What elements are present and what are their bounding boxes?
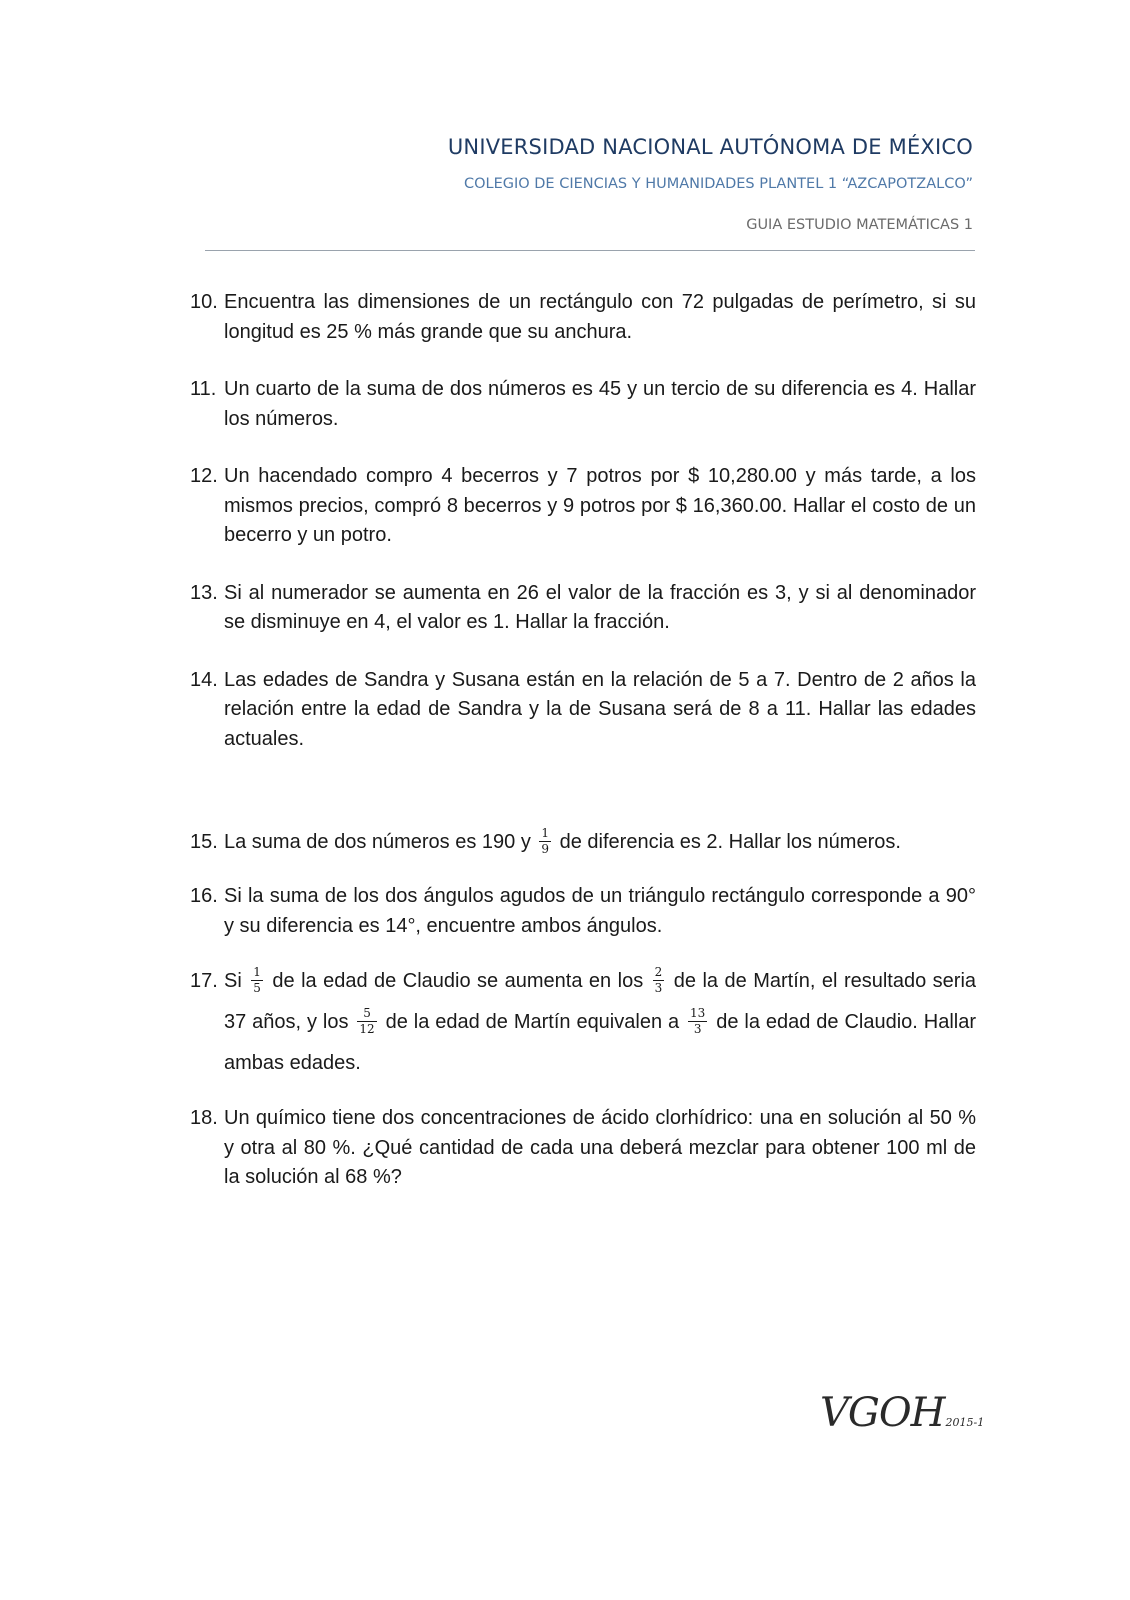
problem-number: 10. (190, 291, 218, 313)
problem-text: Las edades de Sandra y Susana están en la relación de 5 a 7. Dentro de 2 años la relación entre la edad de Sandra y la de Susana será de 8 a 11. Hallar las edades actuales. (224, 668, 976, 750)
problem-list (190, 288, 976, 1193)
problem-text-part: de la de Martín, el resultado seria 37 años, y los (224, 970, 977, 1033)
problem-text: Un hacendado compro 4 becerros y 7 potros por $ 10,280.00 y más tarde, a los mismos precios, compró 8 becerros y 9 potros por $ 16,360.00. Hallar el costo de un becerro y un potro. (224, 465, 976, 546)
problem-15 (190, 825, 976, 860)
guide-title: GUIA ESTUDIO MATEMÁTICAS 1 (746, 217, 973, 233)
page-header (205, 130, 975, 236)
problem-text-part: de la edad de Claudio. Hallar ambas edades. (224, 1011, 976, 1074)
signature-period: 2015-1 (945, 1416, 985, 1429)
problem-text-part: de la edad de Martín equivalen a (385, 1011, 680, 1033)
fraction (251, 966, 263, 995)
problem-text-part: de la edad de Claudio se aumenta en los (272, 970, 644, 992)
fraction (539, 827, 551, 856)
problem-text: Si al numerador se aumenta en 26 el valor de la fracción es 3, y si al denominador se disminuye en 4, el valor es 1. Hallar la fracción. (224, 581, 976, 633)
problem-number: 13. (190, 581, 218, 604)
author-signature (820, 1390, 984, 1436)
problem-number: 12. (190, 465, 218, 487)
problem-number: 11. (190, 378, 217, 400)
fraction-numerator: 5 (357, 1007, 376, 1022)
problem-11 (190, 375, 976, 434)
problem-text: Encuentra las dimensiones de un rectángulo con 72 pulgadas de perímetro, si su longitud es 25 % más grande que su anchura. (224, 291, 976, 343)
fraction-numerator: 1 (253, 965, 261, 980)
problem-text: Un químico tiene dos concentraciones de ácido clorhídrico: una en solución al 50 % y otra al 80 %. ¿Qué cantidad de cada una deberá mezclar para obtener 100 ml de la solución al 68 %? (224, 1107, 976, 1188)
problem-number: 18. (190, 1107, 218, 1129)
header-divider (205, 250, 975, 251)
problem-18 (190, 1104, 976, 1193)
problem-number: 14. (190, 668, 218, 691)
problem-16 (190, 882, 976, 941)
fraction-denominator: 12 (359, 1022, 375, 1037)
problem-number: 16. (190, 885, 218, 907)
signature-initials: VGOH (820, 1390, 945, 1436)
university-title: UNIVERSIDAD NACIONAL AUTÓNOMA DE MÉXICO (447, 135, 973, 159)
problem-12 (190, 462, 976, 551)
problem-text: Si la suma de los dos ángulos agudos de un triángulo rectángulo corresponde a 90° y su diferencia es 14°, encuentre ambos ángulos. (224, 885, 976, 937)
fraction (688, 1007, 707, 1036)
problem-text-part: Si (224, 970, 242, 992)
fraction-denominator: 9 (541, 842, 550, 857)
fraction (357, 1007, 376, 1036)
fraction-numerator: 2 (654, 965, 663, 980)
problem-text-part: La suma de dos números es 190 y (224, 831, 531, 853)
problem-text: Un cuarto de la suma de dos números es 45 y un tercio de su diferencia es 4. Hallar los números. (224, 378, 976, 430)
fraction-denominator: 3 (654, 981, 663, 996)
fraction-numerator: 1 (541, 826, 550, 841)
fraction-denominator: 5 (253, 981, 261, 996)
fraction-denominator: 3 (693, 1022, 702, 1037)
problem-14 (190, 666, 976, 755)
fraction-numerator: 13 (690, 1006, 706, 1021)
fraction (653, 966, 665, 995)
problem-17 (190, 961, 976, 1084)
problem-10 (190, 288, 976, 347)
problem-number: 17. (190, 970, 218, 992)
college-subtitle: COLEGIO DE CIENCIAS Y HUMANIDADES PLANTEL 1 “AZCAPOTZALCO” (463, 176, 973, 192)
problem-number: 15. (190, 831, 218, 853)
problem-text-part: de diferencia es 2. Hallar los números. (559, 831, 901, 853)
problem-13 (190, 579, 976, 638)
